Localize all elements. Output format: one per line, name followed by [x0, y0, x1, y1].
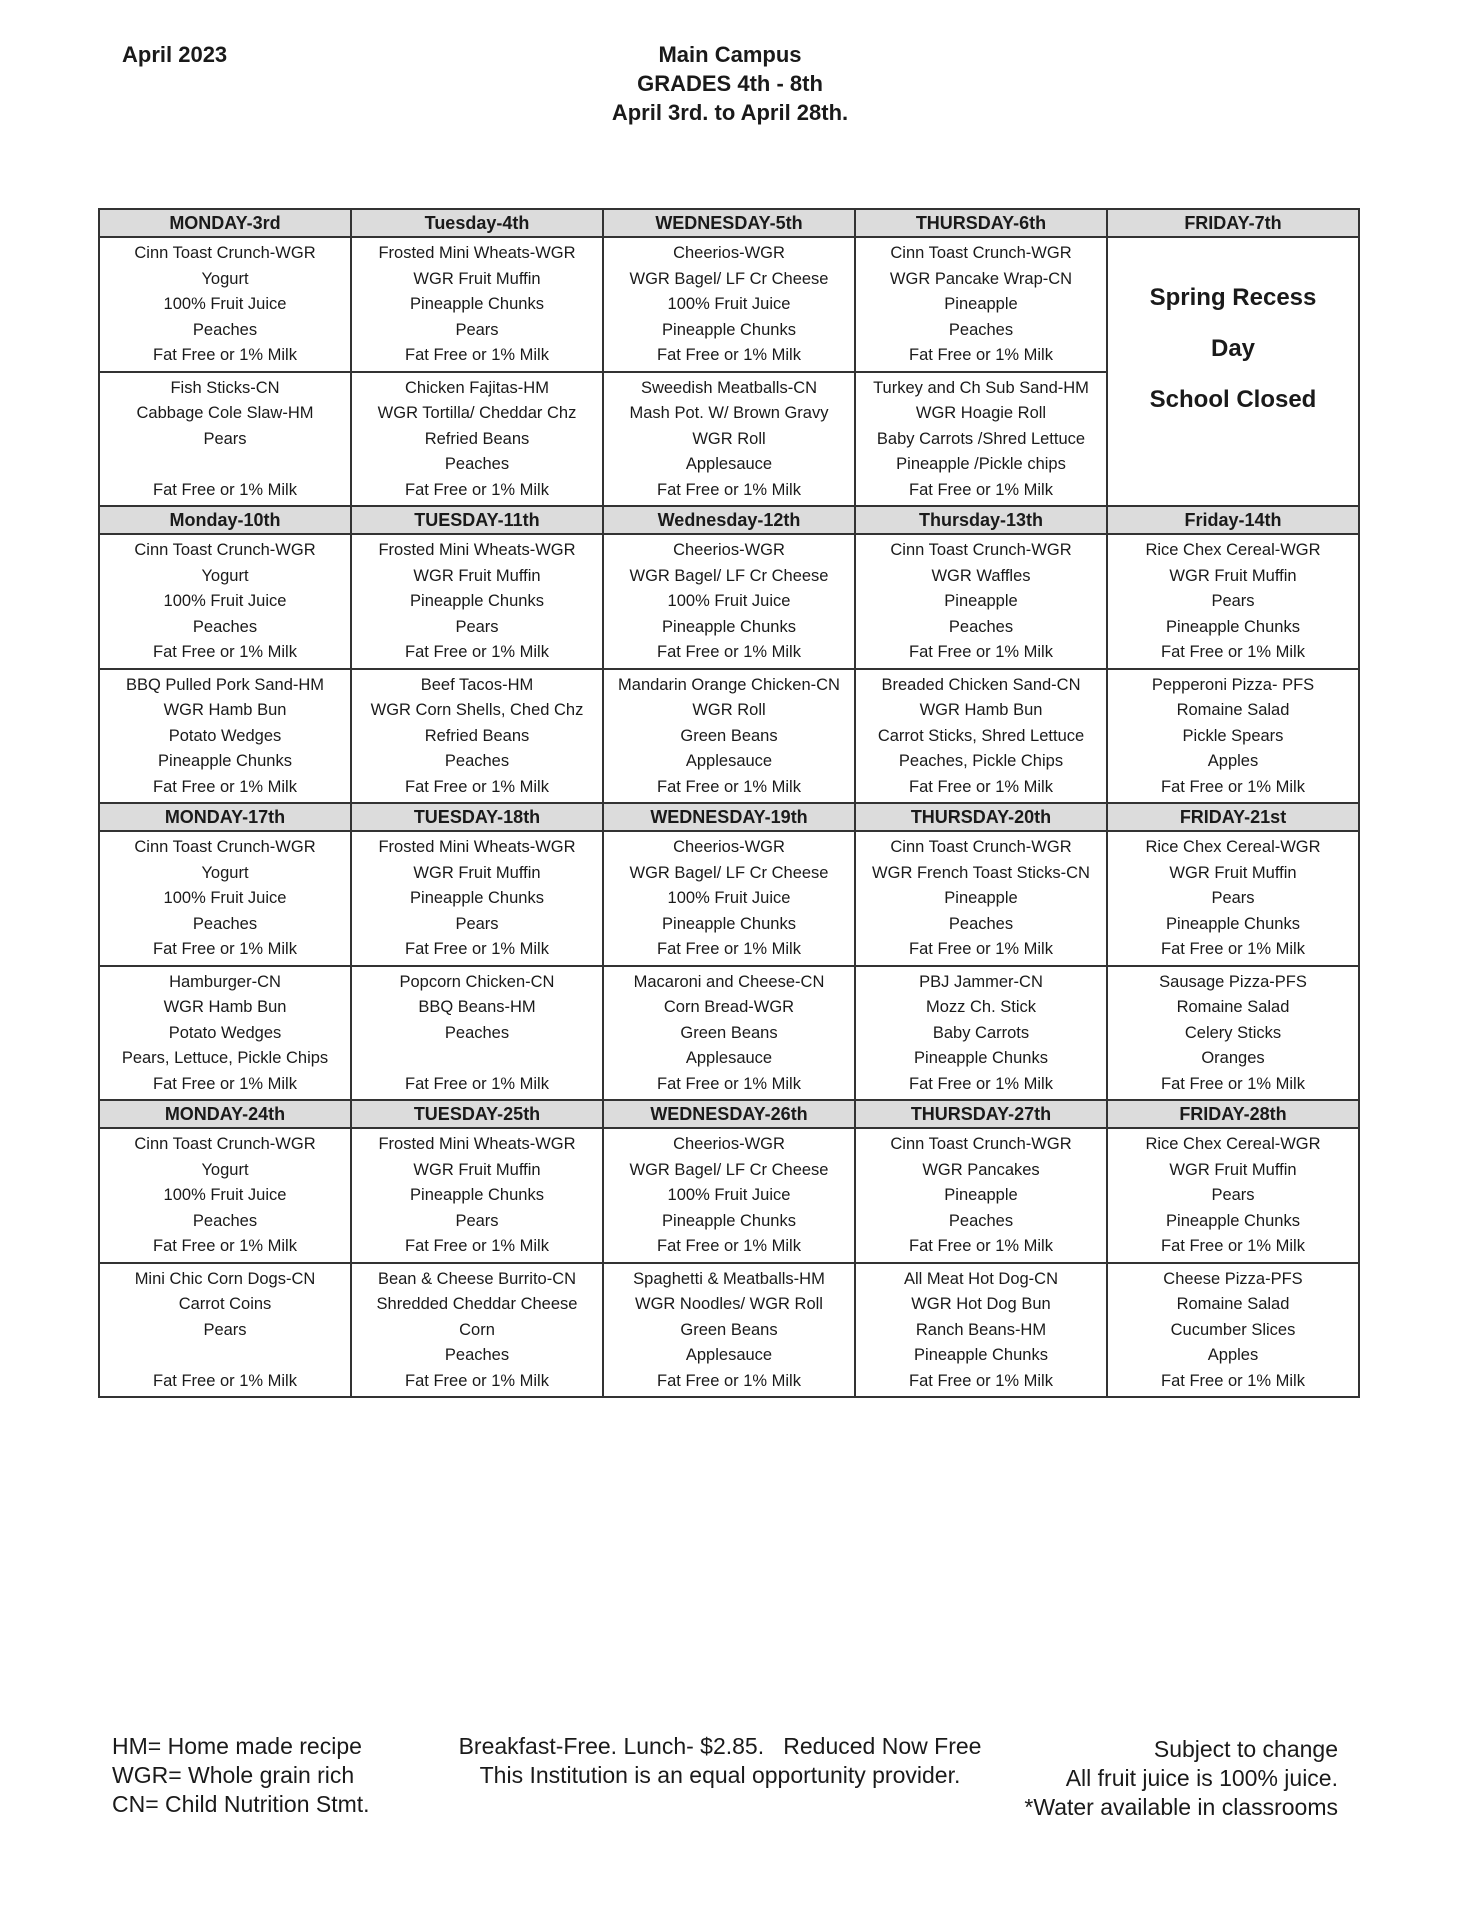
milk-item: Fat Free or 1% Milk — [405, 1371, 549, 1390]
menu-item: Bean & Cheese Burrito-CN — [377, 1269, 577, 1288]
menu-item: Romaine Salad — [1176, 701, 1290, 719]
day-header: Monday-10th — [99, 506, 351, 534]
menu-item: Frosted Mini Wheats-WGR — [378, 244, 576, 262]
day-header: THURSDAY-27th — [855, 1100, 1107, 1128]
milk-item: Fat Free or 1% Milk — [405, 777, 549, 796]
menu-item: Pineapple Chunks — [410, 592, 544, 610]
menu-item: Cheerios-WGR — [673, 541, 785, 559]
lunch-cell — [1107, 1263, 1359, 1398]
menu-item: Carrot Coins — [178, 1295, 272, 1313]
date-range: April 3rd. to April 28th. — [611, 100, 849, 125]
menu-item: Potato Wedges — [168, 726, 282, 745]
menu-header — [540, 40, 920, 127]
menu-item — [102, 1343, 348, 1369]
lunch-cell — [351, 669, 603, 804]
milk-item: Fat Free or 1% Milk — [909, 940, 1053, 958]
menu-item: WGR Roll — [692, 429, 766, 448]
menu-item: PBJ Jammer-CN — [919, 972, 1043, 991]
menu-item: Cinn Toast Crunch-WGR — [134, 244, 316, 262]
breakfast-cell — [603, 1128, 855, 1263]
menu-item: Fish Sticks-CN — [170, 378, 280, 397]
menu-item: Pineapple Chunks — [1166, 617, 1300, 636]
lunch-cell — [603, 1263, 855, 1398]
menu-item: Pineapple Chunks — [1166, 1211, 1300, 1230]
menu-item: Green Beans — [680, 1023, 778, 1042]
menu-item — [354, 1046, 600, 1072]
menu-item: Pears — [1211, 889, 1255, 907]
menu-item: Frosted Mini Wheats-WGR — [378, 838, 576, 856]
menu-item: Peaches — [948, 914, 1014, 933]
menu-item: Cinn Toast Crunch-WGR — [134, 1135, 316, 1153]
milk-item: Fat Free or 1% Milk — [153, 940, 297, 958]
pricing-notice — [440, 1732, 1000, 1790]
menu-item: Pears — [203, 1320, 247, 1339]
week-header-row — [99, 1100, 1359, 1128]
menu-item: Pineapple — [944, 295, 1018, 313]
note-subject-to-change: Subject to change — [1153, 1736, 1338, 1762]
milk-item: Fat Free or 1% Milk — [909, 1371, 1053, 1390]
menu-item: WGR Fruit Muffin — [413, 863, 541, 882]
breakfast-cell — [855, 237, 1107, 372]
menu-item: Pineapple Chunks — [662, 914, 796, 933]
milk-item: Fat Free or 1% Milk — [405, 1237, 549, 1255]
day-header: FRIDAY-28th — [1107, 1100, 1359, 1128]
menu-item: Baby Carrots — [932, 1023, 1030, 1042]
milk-item: Fat Free or 1% Milk — [909, 480, 1053, 499]
lunch-cell — [603, 372, 855, 507]
menu-item: Rice Chex Cereal-WGR — [1145, 541, 1321, 559]
milk-item: Fat Free or 1% Milk — [657, 940, 801, 958]
lunch-cell — [99, 1263, 351, 1398]
menu-item: Peaches — [192, 1211, 258, 1230]
breakfast-cell — [1107, 534, 1359, 669]
menu-item: Romaine Salad — [1176, 1295, 1290, 1313]
menu-item: Pineapple — [944, 889, 1018, 907]
menu-item: WGR Bagel/ LF Cr Cheese — [629, 566, 829, 585]
menu-item: Pickle Spears — [1182, 726, 1284, 745]
menu-item: Green Beans — [680, 1320, 778, 1339]
menu-item: Applesauce — [685, 752, 773, 770]
menu-item: WGR Fruit Muffin — [413, 566, 541, 585]
menu-item: Cinn Toast Crunch-WGR — [890, 541, 1072, 559]
menu-item: Applesauce — [685, 1049, 773, 1067]
menu-item: 100% Fruit Juice — [163, 592, 287, 610]
menu-item: Spaghetti & Meatballs-HM — [633, 1269, 825, 1288]
milk-item: Fat Free or 1% Milk — [1161, 1074, 1305, 1093]
menu-item: Rice Chex Cereal-WGR — [1145, 1135, 1321, 1153]
menu-item: 100% Fruit Juice — [667, 592, 791, 610]
grade-range: GRADES 4th - 8th — [637, 71, 823, 96]
menu-item: Applesauce — [685, 455, 773, 473]
breakfast-cell — [99, 831, 351, 966]
breakfast-cell — [351, 534, 603, 669]
menu-item: WGR Hot Dog Bun — [911, 1295, 1051, 1313]
menu-item: Peaches — [192, 914, 258, 933]
menu-item: Applesauce — [685, 1346, 773, 1364]
day-header: FRIDAY-21st — [1107, 803, 1359, 831]
breakfast-cell — [855, 534, 1107, 669]
equal-opportunity: This Institution is an equal opportunity provider. — [479, 1762, 961, 1788]
menu-item: Pineapple Chunks — [410, 1186, 544, 1204]
breakfast-cell — [351, 831, 603, 966]
day-header: MONDAY-24th — [99, 1100, 351, 1128]
menu-item: Corn — [459, 1320, 495, 1339]
milk-item: Fat Free or 1% Milk — [153, 346, 297, 364]
day-header: TUESDAY-25th — [351, 1100, 603, 1128]
menu-item: Yogurt — [201, 863, 249, 882]
breakfast-row — [99, 237, 1359, 372]
milk-item: Fat Free or 1% Milk — [657, 1237, 801, 1255]
campus-name: Main Campus — [658, 42, 802, 67]
lunch-cell — [855, 372, 1107, 507]
day-header: MONDAY-3rd — [99, 209, 351, 237]
menu-item: 100% Fruit Juice — [667, 295, 791, 313]
menu-item: All Meat Hot Dog-CN — [903, 1269, 1059, 1288]
milk-item: Fat Free or 1% Milk — [909, 346, 1053, 364]
breakfast-cell — [99, 1128, 351, 1263]
milk-item: Fat Free or 1% Milk — [405, 643, 549, 661]
week-header-row — [99, 506, 1359, 534]
menu-item: WGR Tortilla/ Cheddar Chz — [377, 404, 577, 422]
menu-item: Pears, Lettuce, Pickle Chips — [121, 1049, 329, 1067]
menu-item: Pineapple — [944, 592, 1018, 610]
lunch-cell — [855, 669, 1107, 804]
menu-item: Peaches — [444, 1346, 510, 1364]
menu-item: Rice Chex Cereal-WGR — [1145, 838, 1321, 856]
menu-item: Turkey and Ch Sub Sand-HM — [873, 378, 1089, 397]
meal-prices: Breakfast-Free. Lunch- $2.85. Reduced Now Free — [458, 1733, 982, 1759]
menu-item: Peaches — [444, 752, 510, 770]
menu-item: Pineapple Chunks — [662, 617, 796, 636]
menu-item: WGR Bagel/ LF Cr Cheese — [629, 863, 829, 882]
menu-item: Potato Wedges — [168, 1023, 282, 1042]
menu-item: WGR Hoagie Roll — [915, 404, 1047, 422]
menu-item: Peaches — [948, 617, 1014, 636]
menu-item: Mash Pot. W/ Brown Gravy — [629, 404, 829, 422]
menu-item: WGR Hamb Bun — [919, 701, 1043, 719]
menu-item: WGR Fruit Muffin — [1169, 863, 1297, 882]
day-header: MONDAY-17th — [99, 803, 351, 831]
menu-item: 100% Fruit Juice — [163, 295, 287, 313]
breakfast-cell — [351, 237, 603, 372]
day-header: WEDNESDAY-26th — [603, 1100, 855, 1128]
milk-item: Fat Free or 1% Milk — [909, 1074, 1053, 1093]
menu-item: Pineapple /Pickle chips — [896, 455, 1066, 473]
menu-item: Baby Carrots /Shred Lettuce — [876, 429, 1086, 448]
menu-item: Peaches — [192, 617, 258, 636]
menu-item: Pineapple Chunks — [914, 1346, 1048, 1364]
menu-item: Pineapple Chunks — [410, 295, 544, 313]
milk-item: Fat Free or 1% Milk — [405, 346, 549, 364]
milk-item: Fat Free or 1% Milk — [909, 643, 1053, 661]
day-header: Friday-14th — [1107, 506, 1359, 534]
menu-item: Pears — [455, 914, 499, 933]
menu-item: WGR Waffles — [931, 566, 1031, 585]
menu-item: Celery Sticks — [1184, 1023, 1282, 1042]
menu-notes — [1000, 1735, 1338, 1822]
milk-item: Fat Free or 1% Milk — [153, 777, 297, 796]
legend-wgr: WGR= Whole grain rich — [112, 1762, 355, 1788]
milk-item: Fat Free or 1% Milk — [1161, 940, 1305, 958]
breakfast-row — [99, 534, 1359, 669]
menu-item: Pineapple Chunks — [410, 889, 544, 907]
lunch-row — [99, 966, 1359, 1101]
menu-item: Cheerios-WGR — [673, 244, 785, 262]
breakfast-cell — [1107, 831, 1359, 966]
lunch-cell — [1107, 966, 1359, 1101]
day-header: Wednesday-12th — [603, 506, 855, 534]
menu-item: WGR Pancake Wrap-CN — [889, 269, 1073, 288]
menu-item: Cinn Toast Crunch-WGR — [890, 244, 1072, 262]
day-header: TUESDAY-18th — [351, 803, 603, 831]
day-header: WEDNESDAY-5th — [603, 209, 855, 237]
breakfast-cell — [351, 1128, 603, 1263]
milk-item: Fat Free or 1% Milk — [909, 777, 1053, 796]
menu-item: 100% Fruit Juice — [163, 1186, 287, 1204]
menu-item: Frosted Mini Wheats-WGR — [378, 541, 576, 559]
breakfast-cell — [99, 237, 351, 372]
menu-item: WGR Bagel/ LF Cr Cheese — [629, 269, 829, 288]
menu-item: Peaches — [948, 1211, 1014, 1230]
note-fruit-juice: All fruit juice is 100% juice. — [1065, 1765, 1338, 1791]
menu-item: BBQ Beans-HM — [418, 998, 536, 1016]
milk-item: Fat Free or 1% Milk — [657, 1371, 801, 1390]
menu-item: WGR Fruit Muffin — [413, 269, 541, 288]
day-header: TUESDAY-11th — [351, 506, 603, 534]
menu-item: Pears — [203, 429, 247, 448]
menu-item: Mozz Ch. Stick — [925, 998, 1037, 1016]
milk-item: Fat Free or 1% Milk — [153, 1237, 297, 1255]
menu-item: Peaches, Pickle Chips — [898, 752, 1064, 770]
menu-item: Cabbage Cole Slaw-HM — [136, 404, 314, 422]
menu-item: Peaches — [948, 320, 1014, 339]
menu-item: WGR Fruit Muffin — [1169, 1160, 1297, 1179]
menu-item: WGR French Toast Sticks-CN — [872, 863, 1090, 882]
breakfast-cell — [603, 237, 855, 372]
breakfast-row — [99, 831, 1359, 966]
legend-cn: CN= Child Nutrition Stmt. — [112, 1791, 370, 1817]
menu-item: Cheese Pizza-PFS — [1163, 1269, 1303, 1288]
closed-notice-line: School Closed — [1149, 386, 1317, 413]
menu-item: Corn Bread-WGR — [663, 998, 795, 1016]
day-header: Tuesday-4th — [351, 209, 603, 237]
menu-item: Pears — [1211, 592, 1255, 610]
menu-item: Apples — [1207, 752, 1259, 770]
menu-item: Sweedish Meatballs-CN — [640, 378, 818, 397]
breakfast-cell — [99, 534, 351, 669]
lunch-cell — [351, 372, 603, 507]
menu-item: Sausage Pizza-PFS — [1159, 972, 1307, 991]
menu-item: WGR Roll — [692, 701, 766, 719]
menu-item: Cinn Toast Crunch-WGR — [134, 541, 316, 559]
lunch-cell — [99, 669, 351, 804]
milk-item: Fat Free or 1% Milk — [657, 1074, 801, 1093]
breakfast-cell — [1107, 1128, 1359, 1263]
milk-item: Fat Free or 1% Milk — [657, 480, 801, 499]
abbreviation-legend — [112, 1732, 370, 1819]
menu-item: Cinn Toast Crunch-WGR — [134, 838, 316, 856]
milk-item: Fat Free or 1% Milk — [153, 480, 297, 499]
menu-item: Pepperoni Pizza- PFS — [1151, 675, 1315, 694]
note-water: *Water available in classrooms — [1024, 1794, 1338, 1820]
lunch-row — [99, 1263, 1359, 1398]
week-header-row — [99, 209, 1359, 237]
menu-item: WGR Noodles/ WGR Roll — [635, 1295, 823, 1313]
breakfast-cell — [603, 534, 855, 669]
menu-item: Breaded Chicken Sand-CN — [881, 675, 1081, 694]
lunch-cell — [855, 1263, 1107, 1398]
menu-item: Romaine Salad — [1176, 998, 1290, 1016]
menu-item: Macaroni and Cheese-CN — [633, 972, 825, 991]
menu-item: Pears — [455, 617, 499, 636]
menu-item: Pineapple Chunks — [662, 320, 796, 339]
legend-hm: HM= Home made recipe — [112, 1733, 362, 1759]
milk-item: Fat Free or 1% Milk — [909, 1237, 1053, 1255]
breakfast-cell — [855, 831, 1107, 966]
menu-item: Refried Beans — [424, 429, 530, 448]
menu-item: WGR Pancakes — [922, 1160, 1040, 1179]
closed-day-cell — [1107, 237, 1359, 506]
menu-item: Shredded Cheddar Cheese — [376, 1295, 578, 1313]
menu-item: Pears — [1211, 1186, 1255, 1204]
milk-item: Fat Free or 1% Milk — [405, 480, 549, 499]
week-header-row — [99, 803, 1359, 831]
menu-item: Hamburger-CN — [169, 972, 281, 991]
day-header: THURSDAY-20th — [855, 803, 1107, 831]
day-header: Thursday-13th — [855, 506, 1107, 534]
menu-item: Mandarin Orange Chicken-CN — [618, 675, 840, 694]
menu-month: April 2023 — [122, 42, 228, 67]
menu-item: Chicken Fajitas-HM — [405, 378, 549, 397]
menu-item: Oranges — [1201, 1049, 1265, 1067]
milk-item: Fat Free or 1% Milk — [153, 1371, 297, 1390]
menu-item: Carrot Sticks, Shred Lettuce — [877, 726, 1085, 745]
lunch-cell — [1107, 669, 1359, 804]
menu-item: WGR Hamb Bun — [163, 998, 287, 1016]
lunch-row — [99, 669, 1359, 804]
menu-item: WGR Fruit Muffin — [413, 1160, 541, 1179]
menu-item: Peaches — [444, 1023, 510, 1042]
menu-item: WGR Fruit Muffin — [1169, 566, 1297, 585]
breakfast-cell — [603, 831, 855, 966]
day-header: FRIDAY-7th — [1107, 209, 1359, 237]
lunch-cell — [99, 966, 351, 1101]
closed-notice-line: Spring Recess — [1149, 284, 1317, 311]
lunch-cell — [351, 1263, 603, 1398]
milk-item: Fat Free or 1% Milk — [153, 643, 297, 661]
menu-item: WGR Hamb Bun — [163, 701, 287, 719]
milk-item: Fat Free or 1% Milk — [153, 1074, 297, 1093]
menu-item: Pineapple Chunks — [1166, 914, 1300, 933]
menu-item: Peaches — [444, 455, 510, 473]
day-header: WEDNESDAY-19th — [603, 803, 855, 831]
menu-item: Pears — [455, 320, 499, 339]
menu-item: 100% Fruit Juice — [163, 889, 287, 907]
menu-item: Yogurt — [201, 269, 249, 288]
lunch-cell — [603, 966, 855, 1101]
menu-item: Pineapple Chunks — [662, 1211, 796, 1230]
menu-item: WGR Corn Shells, Ched Chz — [370, 701, 584, 719]
menu-item: Frosted Mini Wheats-WGR — [378, 1135, 576, 1153]
lunch-cell — [603, 669, 855, 804]
menu-item: WGR Bagel/ LF Cr Cheese — [629, 1160, 829, 1179]
menu-item: Popcorn Chicken-CN — [399, 972, 555, 991]
lunch-menu-table — [98, 208, 1360, 1398]
milk-item: Fat Free or 1% Milk — [1161, 777, 1305, 796]
lunch-cell — [99, 372, 351, 507]
menu-item: Ranch Beans-HM — [915, 1320, 1047, 1339]
menu-item: Cucumber Slices — [1170, 1320, 1296, 1339]
menu-item: BBQ Pulled Pork Sand-HM — [125, 675, 325, 694]
milk-item: Fat Free or 1% Milk — [1161, 1237, 1305, 1255]
menu-item: Refried Beans — [424, 726, 530, 745]
menu-item: Pears — [455, 1211, 499, 1230]
menu-item: Yogurt — [201, 566, 249, 585]
menu-item: Cheerios-WGR — [673, 1135, 785, 1153]
menu-item: Apples — [1207, 1346, 1259, 1364]
menu-item: Green Beans — [680, 726, 778, 745]
menu-item: Pineapple Chunks — [158, 752, 292, 770]
milk-item: Fat Free or 1% Milk — [657, 346, 801, 364]
menu-item: Pineapple — [944, 1186, 1018, 1204]
menu-item: Cinn Toast Crunch-WGR — [890, 838, 1072, 856]
menu-item: Cheerios-WGR — [673, 838, 785, 856]
lunch-cell — [351, 966, 603, 1101]
milk-item: Fat Free or 1% Milk — [405, 1074, 549, 1093]
menu-item — [102, 452, 348, 478]
milk-item: Fat Free or 1% Milk — [1161, 643, 1305, 661]
menu-item: Peaches — [192, 320, 258, 339]
menu-item: Pineapple Chunks — [914, 1049, 1048, 1067]
milk-item: Fat Free or 1% Milk — [1161, 1371, 1305, 1390]
menu-item: Cinn Toast Crunch-WGR — [890, 1135, 1072, 1153]
menu-item: Yogurt — [201, 1160, 249, 1179]
breakfast-row — [99, 1128, 1359, 1263]
menu-item: Mini Chic Corn Dogs-CN — [134, 1269, 316, 1288]
day-header: THURSDAY-6th — [855, 209, 1107, 237]
lunch-cell — [855, 966, 1107, 1101]
breakfast-cell — [855, 1128, 1107, 1263]
milk-item: Fat Free or 1% Milk — [657, 777, 801, 796]
menu-item: 100% Fruit Juice — [667, 889, 791, 907]
menu-item: 100% Fruit Juice — [667, 1186, 791, 1204]
closed-notice-line: Day — [1210, 335, 1256, 362]
milk-item: Fat Free or 1% Milk — [657, 643, 801, 661]
milk-item: Fat Free or 1% Milk — [405, 940, 549, 958]
menu-item: Beef Tacos-HM — [420, 675, 534, 694]
